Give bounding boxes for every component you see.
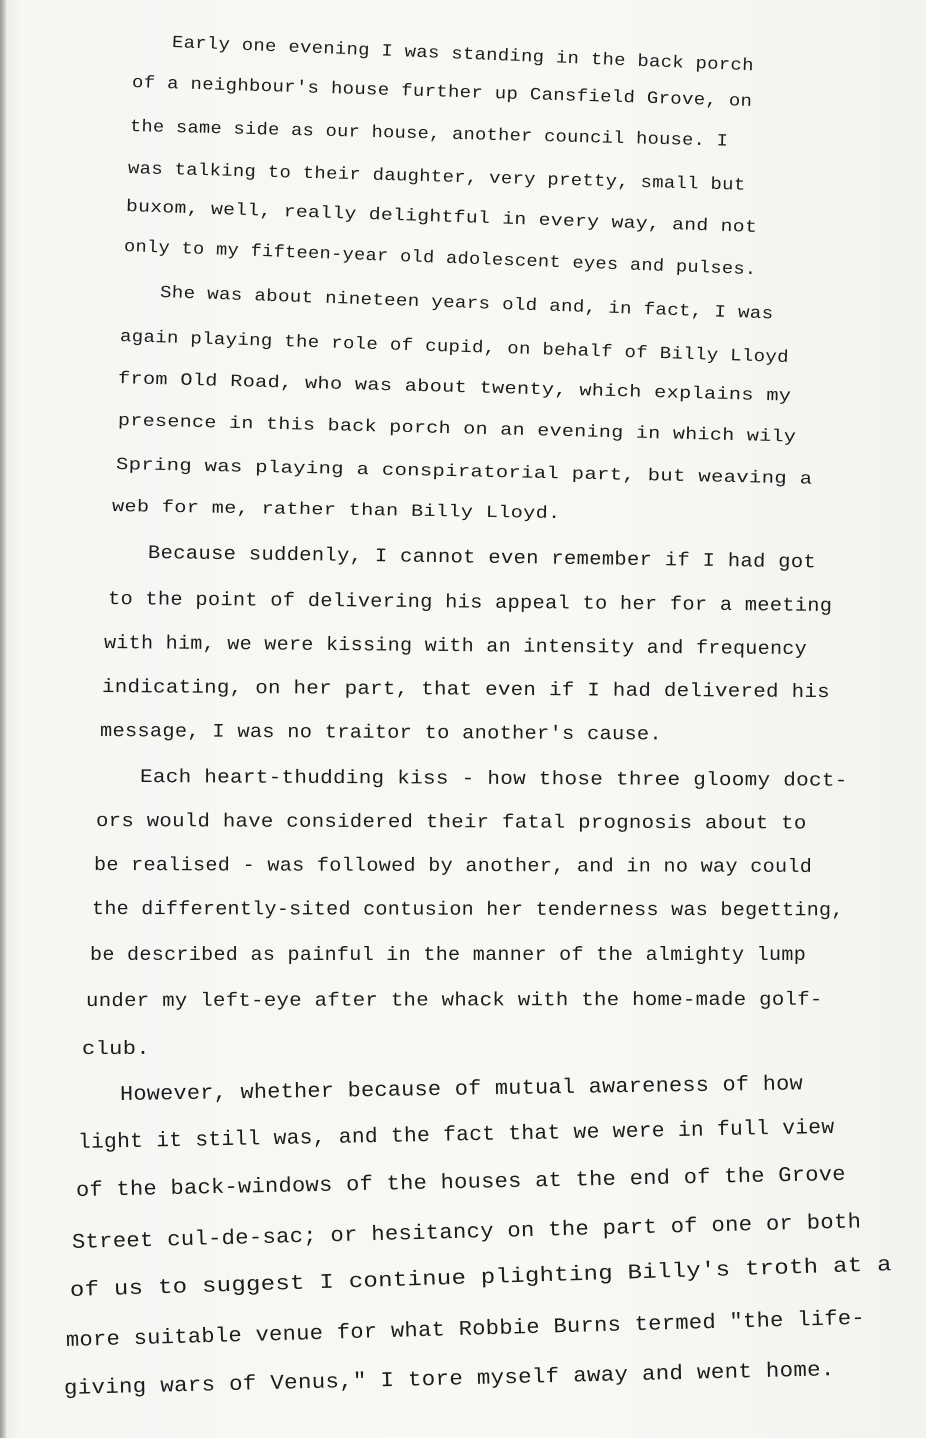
text-line: of us to suggest I continue plighting Billy's troth at a: [69, 1254, 893, 1303]
text-line: Each heart-thudding kiss - how those three gloomy doct-: [139, 766, 848, 792]
text-line: giving wars of Venus," I tore myself away and went home.: [63, 1359, 835, 1401]
text-line: web for me, rather than Billy Lloyd.: [111, 498, 561, 525]
text-line: was talking to their daughter, very pretty, small but: [127, 160, 746, 196]
text-line: to the point of delivering his appeal to her for a meeting: [107, 588, 833, 617]
text-line: club.: [81, 1037, 150, 1060]
text-line: indicating, on her part, that even if I had delivered his: [101, 676, 831, 704]
text-line: of a neighbour's house further up Cansfield Grove, on: [131, 74, 753, 112]
page-spine-shadow: [0, 0, 6, 1438]
text-line: Spring was playing a conspiratorial part, but weaving a: [115, 456, 813, 490]
text-line: the differently-sited contusion her tenderness was begetting,: [91, 898, 844, 922]
text-line: ors would have considered their fatal prognosis about to: [95, 810, 807, 835]
text-line: Early one evening I was standing in the back porch: [171, 34, 755, 77]
text-line: more suitable venue for what Robbie Burns termed "the life-: [65, 1307, 866, 1353]
text-line: buxom, well, really delightful in every way, and not: [125, 198, 758, 238]
text-line: of the back-windows of the houses at the end of the Grove: [75, 1163, 847, 1203]
text-line: be realised - was followed by another, and in no way could: [93, 854, 813, 878]
text-line: However, whether because of mutual awareness of how: [119, 1073, 804, 1107]
text-line: again playing the role of cupid, on behalf of Billy Lloyd: [119, 328, 790, 369]
text-line: Street cul-de-sac; or hesitancy on the part of one or both: [71, 1211, 862, 1255]
text-line: under my left-eye after the whack with the home-made golf-: [85, 988, 823, 1012]
text-line: She was about nineteen years old and, in fact, I was: [159, 284, 774, 325]
text-line: Because suddenly, I cannot even remember if I had got: [147, 542, 817, 574]
text-line: the same side as our house, another council house. I: [129, 118, 729, 152]
text-line: message, I was no traitor to another's cause.: [99, 720, 663, 746]
text-line: be described as painful in the manner of the almighty lump: [90, 944, 807, 966]
text-line: presence in this back porch on an evening in which wily: [117, 412, 797, 448]
text-line: only to my fifteen-year old adolescent eyes and pulses.: [123, 238, 757, 281]
text-line: from Old Road, who was about twenty, which explains my: [117, 370, 792, 407]
text-line: with him, we were kissing with an intensity and frequency: [103, 632, 808, 661]
text-line: light it still was, and the fact that we were in full view: [77, 1116, 835, 1155]
